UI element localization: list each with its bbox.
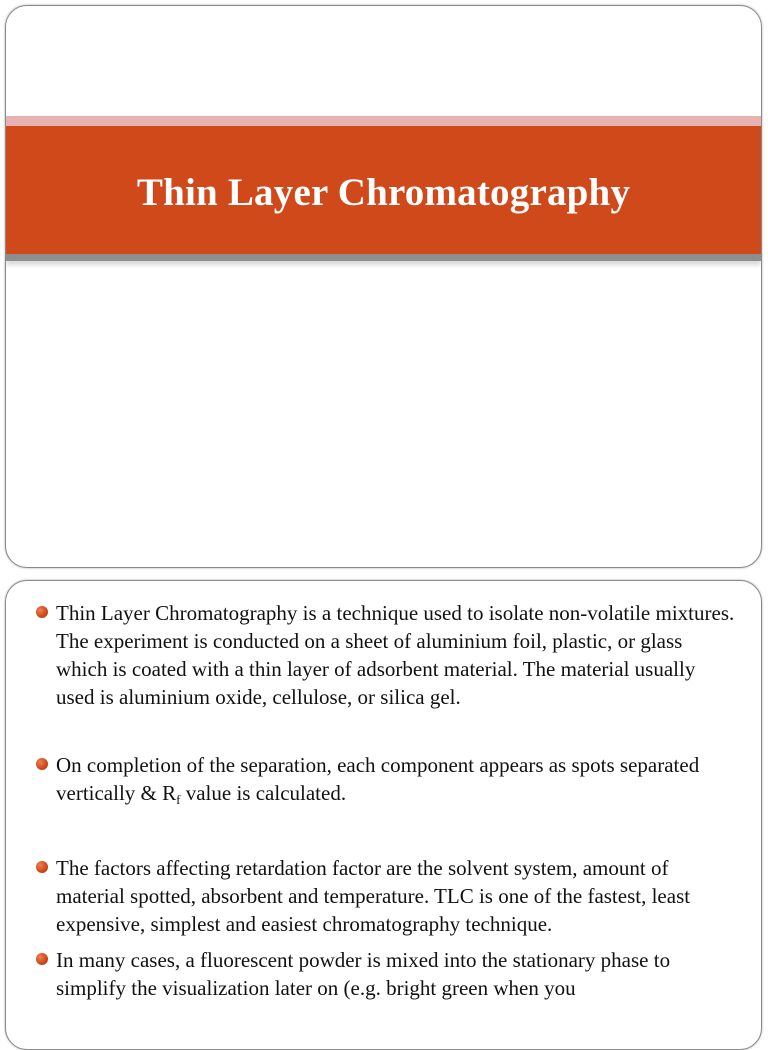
bullet-list <box>36 599 736 1002</box>
bullet-text: In many cases, a fluorescent powder is mixed into the stationary phase to simplify the visualization later on (e.g. bright green when you <box>56 948 671 1000</box>
bullet-item-2 <box>36 751 736 814</box>
bullet-text-part2: value is calculated. <box>180 781 347 805</box>
bullet-dot-icon <box>36 861 48 873</box>
bullet-item-3 <box>36 854 736 938</box>
title-band <box>6 126 761 254</box>
bullet-item-4 <box>36 946 736 1002</box>
bullet-text: Thin Layer Chromatography is a technique used to isolate non-volatile mixtures. The experiment is conducted on a sheet of aluminium foil, plastic, or glass which is coated with a thin layer of adsorbent material. The material usually used is aluminium oxide, cellulose, or silica gel. <box>56 601 735 709</box>
title-slide <box>5 5 762 568</box>
bullet-dot-icon <box>36 953 48 965</box>
bullet-item-1 <box>36 599 736 711</box>
bullet-text-part1: On completion of the separation, each component appears as spots separated vertically & R <box>56 753 700 805</box>
rf-subscript: f <box>176 792 181 807</box>
bullet-dot-icon <box>36 606 48 618</box>
slide-title: Thin Layer Chromatography <box>136 170 631 214</box>
content-slide <box>5 580 762 1050</box>
bullet-text: The factors affecting retardation factor are the solvent system, amount of material spotted, absorbent and temperature. TLC is one of the fastest, least expensive, simplest and easiest chromatography technique. <box>56 856 691 936</box>
bullet-dot-icon <box>36 758 48 770</box>
